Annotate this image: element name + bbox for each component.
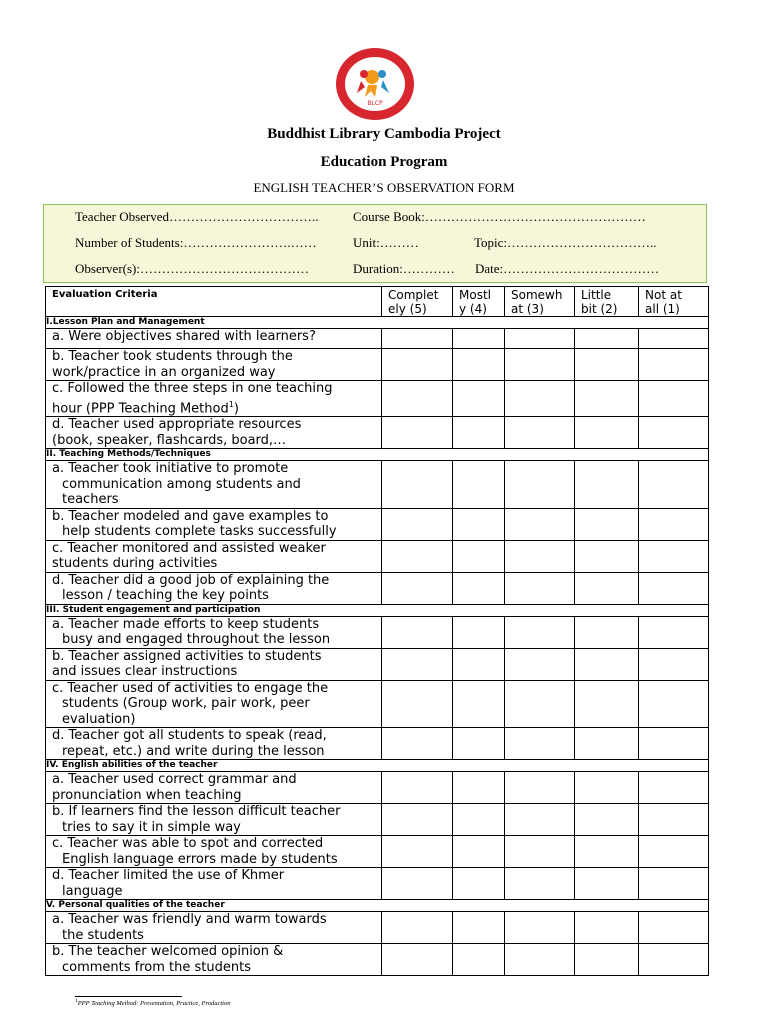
criteria-text [46, 572, 382, 604]
num-students-field[interactable]: Number of Students:…………………….…… [75, 235, 317, 250]
criteria-line: communication among students and [62, 476, 301, 492]
date-field[interactable]: Date:……………………………… [475, 261, 660, 276]
criteria-line: a. Teacher used correct grammar and [52, 772, 297, 788]
criteria-row [46, 836, 709, 868]
rating-3-cell[interactable] [505, 772, 575, 804]
rating-5-cell[interactable] [382, 648, 453, 680]
criteria-line: teachers [62, 492, 119, 508]
criteria-text [46, 381, 382, 417]
rating-3-cell[interactable] [505, 540, 575, 572]
criteria-text [46, 616, 382, 648]
rating-3-cell[interactable] [505, 868, 575, 900]
footnote-divider [75, 996, 182, 997]
rating-4-cell[interactable] [453, 349, 505, 381]
criteria-line: d. Teacher did a good job of explaining the [52, 572, 330, 588]
criteria-line: c. Followed the three steps in one teaching [52, 381, 333, 396]
section-title: IV. English abilities of the teacher [46, 760, 709, 772]
rating-5-cell[interactable] [382, 804, 453, 836]
criteria-line: pronunciation when teaching [52, 787, 242, 803]
criteria-text [46, 868, 382, 900]
rating-2-cell[interactable] [575, 772, 639, 804]
criteria-header: Evaluation Criteria [46, 287, 382, 317]
rating-1-header: Not at all (1) [639, 287, 709, 317]
rating-3-cell[interactable] [505, 349, 575, 381]
rating-2-cell[interactable] [575, 944, 639, 976]
rating-2-cell[interactable] [575, 804, 639, 836]
criteria-line: comments from the students [62, 959, 251, 975]
section-row [46, 449, 709, 461]
duration-field[interactable]: Duration:………… [353, 261, 455, 276]
section-row [46, 604, 709, 616]
criteria-text [46, 912, 382, 944]
criteria-row [46, 349, 709, 381]
rating-4-cell[interactable] [453, 329, 505, 349]
criteria-text [46, 680, 382, 728]
rating-4-header: Mostl y (4) [453, 287, 505, 317]
rating-4-cell[interactable] [453, 572, 505, 604]
rating-4-cell[interactable] [453, 728, 505, 760]
rating-5-cell[interactable] [382, 772, 453, 804]
rating-4-cell[interactable] [453, 836, 505, 868]
criteria-row [46, 329, 709, 349]
rating-2-cell[interactable] [575, 540, 639, 572]
rating-5-cell[interactable] [382, 616, 453, 648]
section-title: II. Teaching Methods/Techniques [46, 449, 709, 461]
criteria-row [46, 912, 709, 944]
criteria-line: help students complete tasks successfully [62, 524, 337, 540]
rating-4-cell[interactable] [453, 417, 505, 449]
criteria-text [46, 461, 382, 509]
criteria-row [46, 680, 709, 728]
rating-1-cell[interactable] [639, 616, 709, 648]
criteria-line: hour (PPP Teaching Method$^1$) [52, 399, 239, 416]
rating-1-cell[interactable] [639, 540, 709, 572]
criteria-line: b. Teacher assigned activities to students [52, 648, 322, 664]
rating-3-cell[interactable] [505, 616, 575, 648]
rating-2-cell[interactable] [575, 868, 639, 900]
rating-4-cell[interactable] [453, 912, 505, 944]
rating-3-cell[interactable] [505, 944, 575, 976]
rating-3-cell[interactable] [505, 508, 575, 540]
rating-1-cell[interactable] [639, 417, 709, 449]
criteria-line: a. Teacher took initiative to promote [52, 461, 289, 477]
criteria-line: b. Teacher took students through the [52, 349, 293, 364]
criteria-line: c. Teacher was able to spot and corrected [52, 836, 324, 852]
criteria-text [46, 349, 382, 381]
rating-1-cell[interactable] [639, 728, 709, 760]
criteria-row [46, 648, 709, 680]
rating-4-cell[interactable] [453, 868, 505, 900]
rating-5-cell[interactable] [382, 417, 453, 449]
rating-1-cell[interactable] [639, 329, 709, 349]
section-row [46, 317, 709, 329]
rating-1-cell[interactable] [639, 508, 709, 540]
rating-3-cell[interactable] [505, 836, 575, 868]
criteria-line: evaluation) [62, 711, 136, 727]
criteria-line: a. Were objectives shared with learners? [52, 329, 316, 344]
criteria-line: language [62, 883, 123, 899]
footnote: $^1$PPP Teaching Method: Presentation, Practice, Production [75, 998, 231, 1008]
rating-2-cell[interactable] [575, 381, 639, 417]
criteria-row [46, 868, 709, 900]
rating-3-cell[interactable] [505, 417, 575, 449]
criteria-row [46, 381, 709, 417]
rating-2-cell[interactable] [575, 680, 639, 728]
rating-4-cell[interactable] [453, 508, 505, 540]
rating-5-cell[interactable] [382, 572, 453, 604]
rating-1-cell[interactable] [639, 868, 709, 900]
criteria-line: students during activities [52, 556, 218, 572]
rating-1-cell[interactable] [639, 804, 709, 836]
rating-5-cell[interactable] [382, 508, 453, 540]
section-title: III. Student engagement and participation [46, 604, 709, 616]
criteria-line: b. If learners find the lesson difficult teacher [52, 804, 341, 820]
rating-3-cell[interactable] [505, 912, 575, 944]
rating-4-cell[interactable] [453, 540, 505, 572]
rating-5-cell[interactable] [382, 329, 453, 349]
criteria-row [46, 944, 709, 976]
criteria-text [46, 772, 382, 804]
criteria-line: lesson / teaching the key points [62, 588, 269, 604]
rating-4-cell[interactable] [453, 944, 505, 976]
rating-3-cell[interactable] [505, 648, 575, 680]
rating-1-cell[interactable] [639, 912, 709, 944]
criteria-row [46, 540, 709, 572]
rating-3-cell[interactable] [505, 381, 575, 417]
rating-1-cell[interactable] [639, 680, 709, 728]
rating-2-cell[interactable] [575, 349, 639, 381]
criteria-line: c. Teacher monitored and assisted weaker [52, 540, 326, 556]
rating-4-cell[interactable] [453, 804, 505, 836]
rating-1-cell[interactable] [639, 461, 709, 509]
criteria-text [46, 540, 382, 572]
criteria-line: c. Teacher used of activities to engage the [52, 680, 329, 696]
rating-4-cell[interactable] [453, 680, 505, 728]
rating-5-cell[interactable] [382, 540, 453, 572]
criteria-text [46, 728, 382, 760]
rating-1-cell[interactable] [639, 648, 709, 680]
program-title: Education Program [320, 154, 448, 170]
criteria-line: d. Teacher got all students to speak (read, [52, 728, 327, 744]
rating-3-cell[interactable] [505, 461, 575, 509]
rating-4-cell[interactable] [453, 461, 505, 509]
criteria-line: busy and engaged throughout the lesson [62, 632, 331, 648]
rating-3-cell[interactable] [505, 680, 575, 728]
criteria-row [46, 417, 709, 449]
rating-5-cell[interactable] [382, 836, 453, 868]
rating-2-cell[interactable] [575, 508, 639, 540]
teacher-observed-field[interactable]: Teacher Observed…………………………….. [75, 209, 319, 224]
criteria-text [46, 508, 382, 540]
criteria-row [46, 728, 709, 760]
criteria-row [46, 572, 709, 604]
criteria-row [46, 772, 709, 804]
rating-1-cell[interactable] [639, 572, 709, 604]
rating-5-cell[interactable] [382, 944, 453, 976]
criteria-line: a. Teacher made efforts to keep students [52, 616, 320, 632]
rating-5-cell[interactable] [382, 680, 453, 728]
rating-2-cell[interactable] [575, 329, 639, 349]
criteria-text [46, 648, 382, 680]
rating-3-header: Somewh at (3) [505, 287, 575, 317]
rating-2-cell[interactable] [575, 616, 639, 648]
rating-2-header: Little bit (2) [575, 287, 639, 317]
rating-5-cell[interactable] [382, 461, 453, 509]
course-book-field[interactable]: Course Book:…………………………………………… [353, 209, 646, 224]
criteria-row [46, 804, 709, 836]
rating-5-cell[interactable] [382, 912, 453, 944]
criteria-text [46, 329, 382, 349]
rating-2-cell[interactable] [575, 912, 639, 944]
rating-4-cell[interactable] [453, 772, 505, 804]
topic-field[interactable]: Topic:…………………………….. [474, 235, 657, 250]
rating-2-cell[interactable] [575, 461, 639, 509]
rating-3-cell[interactable] [505, 572, 575, 604]
criteria-line: repeat, etc.) and write during the lesson [62, 743, 325, 759]
rating-1-cell[interactable] [639, 944, 709, 976]
rating-1-cell[interactable] [639, 381, 709, 417]
criteria-line: d. Teacher limited the use of Khmer [52, 868, 285, 884]
rating-5-cell[interactable] [382, 868, 453, 900]
rating-5-cell[interactable] [382, 728, 453, 760]
criteria-line: the students [62, 927, 144, 943]
rating-4-cell[interactable] [453, 381, 505, 417]
criteria-line: a. Teacher was friendly and warm towards [52, 912, 327, 928]
criteria-line: (book, speaker, flashcards, board,… [52, 432, 287, 448]
rating-2-cell[interactable] [575, 728, 639, 760]
criteria-text [46, 944, 382, 976]
criteria-line: students (Group work, pair work, peer [62, 696, 310, 712]
criteria-line: work/practice in an organized way [52, 364, 276, 380]
criteria-line: and issues clear instructions [52, 664, 238, 680]
criteria-line: English language errors made by students [62, 851, 338, 867]
rating-5-cell[interactable] [382, 349, 453, 381]
section-row [46, 760, 709, 772]
section-title: I.Lesson Plan and Management [46, 317, 709, 329]
criteria-text [46, 836, 382, 868]
rating-1-cell[interactable] [639, 836, 709, 868]
section-title: V. Personal qualities of the teacher [46, 900, 709, 912]
section-row [46, 900, 709, 912]
rating-3-cell[interactable] [505, 804, 575, 836]
org-title: Buddhist Library Cambodia Project [267, 126, 501, 142]
criteria-line: b. The teacher welcomed opinion & [52, 944, 284, 960]
rating-3-cell[interactable] [505, 728, 575, 760]
rating-2-cell[interactable] [575, 648, 639, 680]
rating-2-cell[interactable] [575, 417, 639, 449]
criteria-row [46, 616, 709, 648]
rating-5-cell[interactable] [382, 381, 453, 417]
rating-2-cell[interactable] [575, 572, 639, 604]
criteria-text [46, 804, 382, 836]
observers-field[interactable]: Observer(s):………………………………… [75, 261, 309, 276]
observation-info-box [43, 204, 707, 283]
criteria-line: d. Teacher used appropriate resources [52, 417, 302, 433]
form-title: ENGLISH TEACHER’S OBSERVATION FORM [253, 180, 515, 195]
evaluation-table [45, 286, 709, 976]
criteria-row [46, 461, 709, 509]
criteria-line: tries to say it in simple way [62, 819, 241, 835]
svg-text:BLCP: BLCP [367, 100, 383, 107]
criteria-text [46, 417, 382, 449]
blcp-logo [335, 47, 415, 121]
rating-5-header: Complet ely (5) [382, 287, 453, 317]
rating-3-cell[interactable] [505, 329, 575, 349]
rating-1-cell[interactable] [639, 772, 709, 804]
rating-1-cell[interactable] [639, 349, 709, 381]
criteria-row [46, 508, 709, 540]
rating-4-cell[interactable] [453, 616, 505, 648]
rating-4-cell[interactable] [453, 648, 505, 680]
unit-field[interactable]: Unit:……… [353, 235, 419, 250]
rating-2-cell[interactable] [575, 836, 639, 868]
criteria-line: b. Teacher modeled and gave examples to [52, 508, 329, 524]
